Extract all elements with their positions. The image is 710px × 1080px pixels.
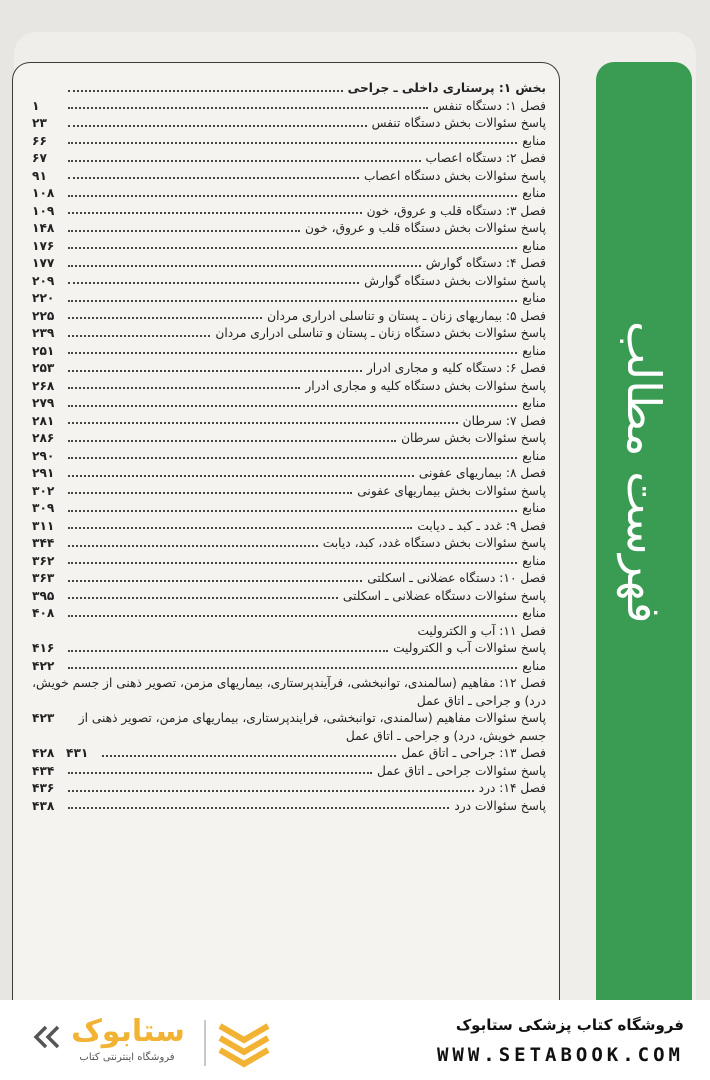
- toc-entry-title: منابع: [522, 396, 546, 410]
- toc-page-number: ۳۶۳: [32, 571, 55, 585]
- toc-leader-dots: [68, 405, 517, 407]
- toc-leader-dots: [68, 300, 517, 302]
- toc-entry-title: پاسخ سئوالات بخش دستگاه قلب و عروق، خون: [304, 221, 546, 235]
- toc-entry-title: منابع: [522, 448, 546, 463]
- toc-page-number: ۲۹۱: [32, 466, 55, 480]
- toc-entry: [32, 570, 546, 588]
- toc-entry: [32, 343, 546, 361]
- toc-entry: [32, 325, 546, 343]
- toc-entry-title: پاسخ سئوالات آب و الکترولیت: [393, 641, 546, 655]
- toc-entry: [32, 220, 546, 238]
- toc-entry: [32, 588, 546, 606]
- toc-entry: [32, 185, 546, 203]
- toc-leader-dots: [68, 615, 517, 617]
- toc-page-number: ۳۶۲: [32, 553, 55, 568]
- toc-entry: [32, 290, 546, 308]
- toc-entry: [32, 500, 546, 518]
- toc-entry: [32, 483, 546, 501]
- toc-leader-dots: [68, 352, 517, 354]
- toc-page-number: ۴۲۳: [32, 710, 55, 725]
- toc-entry-title: فصل ۶: دستگاه کلیه و مجاری ادرار: [366, 361, 546, 375]
- toc-entry: [32, 465, 546, 483]
- toc-leader-dots: [68, 422, 458, 424]
- toc-page-number: ۴۰۸: [32, 606, 55, 620]
- toc-entry-title: پاسخ سئوالات مفاهیم (سالمندی، توانبخشی، فرایندپرستاری، بیماریهای مزمن، تصویر ذهنی از جسم خویش، درد) و جراحی ـ اتاق عمل: [78, 711, 546, 743]
- toc-page-number: ۲۸۶: [32, 431, 55, 445]
- toc-entry: [32, 448, 546, 466]
- toc-entry: [32, 413, 546, 431]
- toc-leader-dots: [68, 667, 517, 669]
- toc-title: فهرست مطالب: [617, 320, 671, 624]
- toc-page-number: ۶۷: [32, 151, 47, 165]
- toc-leader-dots: [68, 90, 343, 92]
- logo-wordmark: ستابوک: [71, 1014, 185, 1049]
- toc-page-number: ۳۱۱: [32, 518, 55, 533]
- toc-entry: [32, 518, 546, 536]
- toc-entry-title: پاسخ سئوالات بخش دستگاه زنان ـ پستان و تناسلی ادراری مردان: [215, 326, 546, 340]
- toc-entry: [32, 763, 546, 781]
- toc-page-number: ۴۲۸: [32, 745, 55, 760]
- toc-leader-dots: [68, 510, 517, 512]
- toc-leader-dots: [68, 160, 421, 162]
- toc-entry-title: پاسخ سئوالات بخش دستگاه اعصاب: [363, 168, 546, 183]
- toc-page-number: ۴۱۶: [32, 641, 55, 655]
- toc-entry: [32, 255, 546, 273]
- toc-entry: [32, 780, 546, 798]
- logo-divider: [204, 1020, 206, 1066]
- toc-entry-title: منابع: [522, 658, 546, 673]
- footer-banner: [0, 1000, 710, 1080]
- toc-entry: [32, 553, 546, 571]
- toc-leader-dots: [68, 580, 362, 582]
- toc-leader-dots: [68, 177, 359, 179]
- toc-entry: [32, 675, 546, 725]
- logo-tagline: فروشگاه اینترنتی کتاب: [79, 1052, 175, 1063]
- toc-page-number: ۲۳: [32, 116, 47, 130]
- toc-leader-dots: [68, 457, 517, 459]
- toc-entry: [32, 203, 546, 221]
- toc-entry: [32, 115, 546, 133]
- toc-page-number: ۱۷۷: [32, 256, 55, 270]
- toc-leader-dots: [68, 650, 388, 652]
- toc-entry-title: منابع: [522, 291, 546, 305]
- chevrons-icon: [32, 1024, 62, 1050]
- toc-entry-title: فصل ۱۲: مفاهیم (سالمندی، توانبخشی، فرآیندپرستاری، بیماریهای مزمن، تصویر ذهنی از جسم خویش، درد) و جراحی ـ اتاق عمل: [32, 676, 546, 708]
- toc-page-number: ۲۲۰: [32, 291, 55, 305]
- toc-page-number: ۴۲۲: [32, 658, 55, 673]
- toc-page-number: ۱: [32, 98, 40, 113]
- toc-page-number: ۴۳۱: [66, 746, 89, 760]
- toc-part-heading: [32, 80, 546, 98]
- toc-page-number: ۹۱: [32, 168, 47, 183]
- toc-page-number: ۲۰۹: [32, 273, 55, 288]
- toc-entry-title: پاسخ سئوالات بخش دستگاه کلیه و مجاری ادرار: [305, 378, 546, 393]
- toc-entry-title: فصل ۷: سرطان: [462, 413, 546, 428]
- toc-leader-dots: [68, 125, 367, 127]
- toc-leader-dots: [68, 317, 262, 319]
- toc-leader-dots: [68, 265, 421, 267]
- toc-entry-title: فصل ۱۳: جراحی ـ اتاق عمل: [401, 746, 546, 760]
- toc-entry-title: منابع: [522, 553, 546, 568]
- toc-entry-title: منابع: [522, 606, 546, 620]
- toc-leader-dots: [68, 230, 300, 232]
- toc-entry: [66, 745, 546, 763]
- toc-page-number: ۲۳۹: [32, 326, 55, 340]
- toc-leader-dots: [68, 545, 318, 547]
- toc-leader-dots: [68, 142, 517, 144]
- toc-entry: [32, 658, 546, 676]
- book-stack-icon: [216, 1018, 272, 1068]
- toc-page-number: ۲۶۸: [32, 378, 55, 393]
- toc-page-number: ۳۴۴: [32, 536, 55, 550]
- toc-leader-dots: [68, 562, 517, 564]
- toc-entry-title: فصل ۱۱: آب و الکترولیت: [417, 623, 546, 638]
- toc-entry: [32, 273, 546, 291]
- toc-page-number: ۲۲۵: [32, 308, 55, 323]
- toc-page-number: ۴۳۴: [32, 763, 55, 778]
- toc-entry-title: پاسخ سئوالات جراحی ـ اتاق عمل: [377, 763, 546, 778]
- toc-entry-title: منابع: [522, 133, 546, 148]
- toc-entry-title: پاسخ سئوالات بخش سرطان: [401, 431, 546, 445]
- toc-entry-title: پاسخ سئوالات بخش دستگاه تنفس: [371, 116, 546, 130]
- toc-leader-dots: [68, 475, 414, 477]
- toc-entry-title: فصل ۹: غدد ـ کبد ـ دیابت: [417, 518, 546, 533]
- toc-entry-title: فصل ۴: دستگاه گوارش: [425, 256, 546, 270]
- toc-entry: [32, 798, 546, 816]
- toc-list: [32, 80, 546, 998]
- store-name: فروشگاه کتاب پزشکی ستابوک: [455, 1016, 684, 1034]
- toc-entry: [32, 395, 546, 413]
- toc-leader-dots: [68, 335, 210, 337]
- toc-entry-title: فصل ۱۴: درد: [478, 781, 546, 795]
- toc-leader-dots: [68, 107, 428, 109]
- toc-entry-title: پاسخ سئوالات دستگاه عضلانی ـ اسکلتی: [342, 588, 546, 603]
- toc-entry-title: فصل ۸: بیماریهای عفونی: [418, 466, 546, 480]
- toc-entry: [32, 308, 546, 326]
- toc-entry: [32, 623, 546, 641]
- toc-page-number: ۲۷۹: [32, 396, 55, 410]
- toc-page-number: ۱۰۸: [32, 186, 55, 200]
- toc-leader-dots: [68, 597, 338, 599]
- toc-leader-dots: [68, 772, 372, 774]
- toc-entry-title: منابع: [522, 186, 546, 200]
- store-url[interactable]: WWW.SETABOOK.COM: [436, 1044, 684, 1066]
- toc-page-number: ۱۴۸: [32, 221, 55, 235]
- toc-entry-title: پاسخ سئوالات بخش بیماریهای عفونی: [357, 483, 546, 498]
- toc-entry: [32, 360, 546, 378]
- toc-leader-dots: [102, 755, 396, 757]
- toc-entry: [32, 150, 546, 168]
- toc-entry: [32, 238, 546, 256]
- toc-leader-dots: [68, 492, 352, 494]
- toc-entry-title: پاسخ سئوالات بخش دستگاه غدد، کبد، دیابت: [322, 536, 546, 550]
- toc-leader-dots: [68, 195, 517, 197]
- toc-page-number: ۲۸۱: [32, 413, 55, 428]
- toc-leader-dots: [68, 387, 300, 389]
- toc-page-number: ۳۹۵: [32, 588, 55, 603]
- toc-page-number: ۳۰۲: [32, 483, 55, 498]
- toc-leader-dots: [68, 212, 362, 214]
- toc-leader-dots: [68, 790, 474, 792]
- toc-entry-title: منابع: [522, 238, 546, 253]
- toc-entry-title: پاسخ سئوالات درد: [454, 798, 546, 813]
- toc-page-number: ۱۷۶: [32, 238, 55, 253]
- toc-leader-dots: [68, 527, 412, 529]
- toc-leader-dots: [68, 247, 517, 249]
- toc-page-number: ۴۳۶: [32, 781, 55, 795]
- toc-leader-dots: [68, 282, 359, 284]
- toc-entry-title: فصل ۵: بیماریهای زنان ـ پستان و تناسلی ادراری مردان: [267, 308, 546, 323]
- toc-page-number: ۲۵۱: [32, 343, 55, 358]
- toc-entry-title: منابع: [522, 343, 546, 358]
- toc-page-number: ۲۹۰: [32, 448, 55, 463]
- toc-leader-dots: [68, 370, 362, 372]
- toc-page-number: ۳۰۹: [32, 501, 55, 515]
- toc-entry: [32, 98, 546, 116]
- toc-page-number: ۴۳۸: [32, 798, 55, 813]
- toc-entry-title: فصل ۳: دستگاه قلب و عروق، خون: [366, 203, 546, 218]
- toc-entry: [32, 535, 546, 553]
- title-panel: [596, 62, 692, 1000]
- toc-entry-title: فصل ۱: دستگاه تنفس: [433, 98, 546, 113]
- toc-entry: [32, 133, 546, 151]
- store-logo[interactable]: [32, 1014, 272, 1070]
- toc-entry: [32, 605, 546, 623]
- toc-entry-title: فصل ۱۰: دستگاه عضلانی ـ اسکلتی: [367, 571, 546, 585]
- toc-entry: [32, 168, 546, 186]
- toc-page-number: ۶۶: [32, 133, 47, 148]
- toc-entry-title: منابع: [522, 501, 546, 515]
- toc-leader-dots: [68, 807, 449, 809]
- toc-entry: [32, 430, 546, 448]
- toc-page-number: ۲۵۳: [32, 361, 55, 375]
- toc-entry-title: فصل ۲: دستگاه اعصاب: [425, 151, 546, 165]
- toc-entry-title: بخش ۱: پرستاری داخلی ـ جراحی: [347, 81, 546, 95]
- toc-entry: [32, 640, 546, 658]
- toc-entry: [32, 378, 546, 396]
- toc-page-number: ۱۰۹: [32, 203, 55, 218]
- toc-leader-dots: [68, 440, 396, 442]
- toc-entry-title: پاسخ سئوالات بخش دستگاه گوارش: [364, 273, 546, 288]
